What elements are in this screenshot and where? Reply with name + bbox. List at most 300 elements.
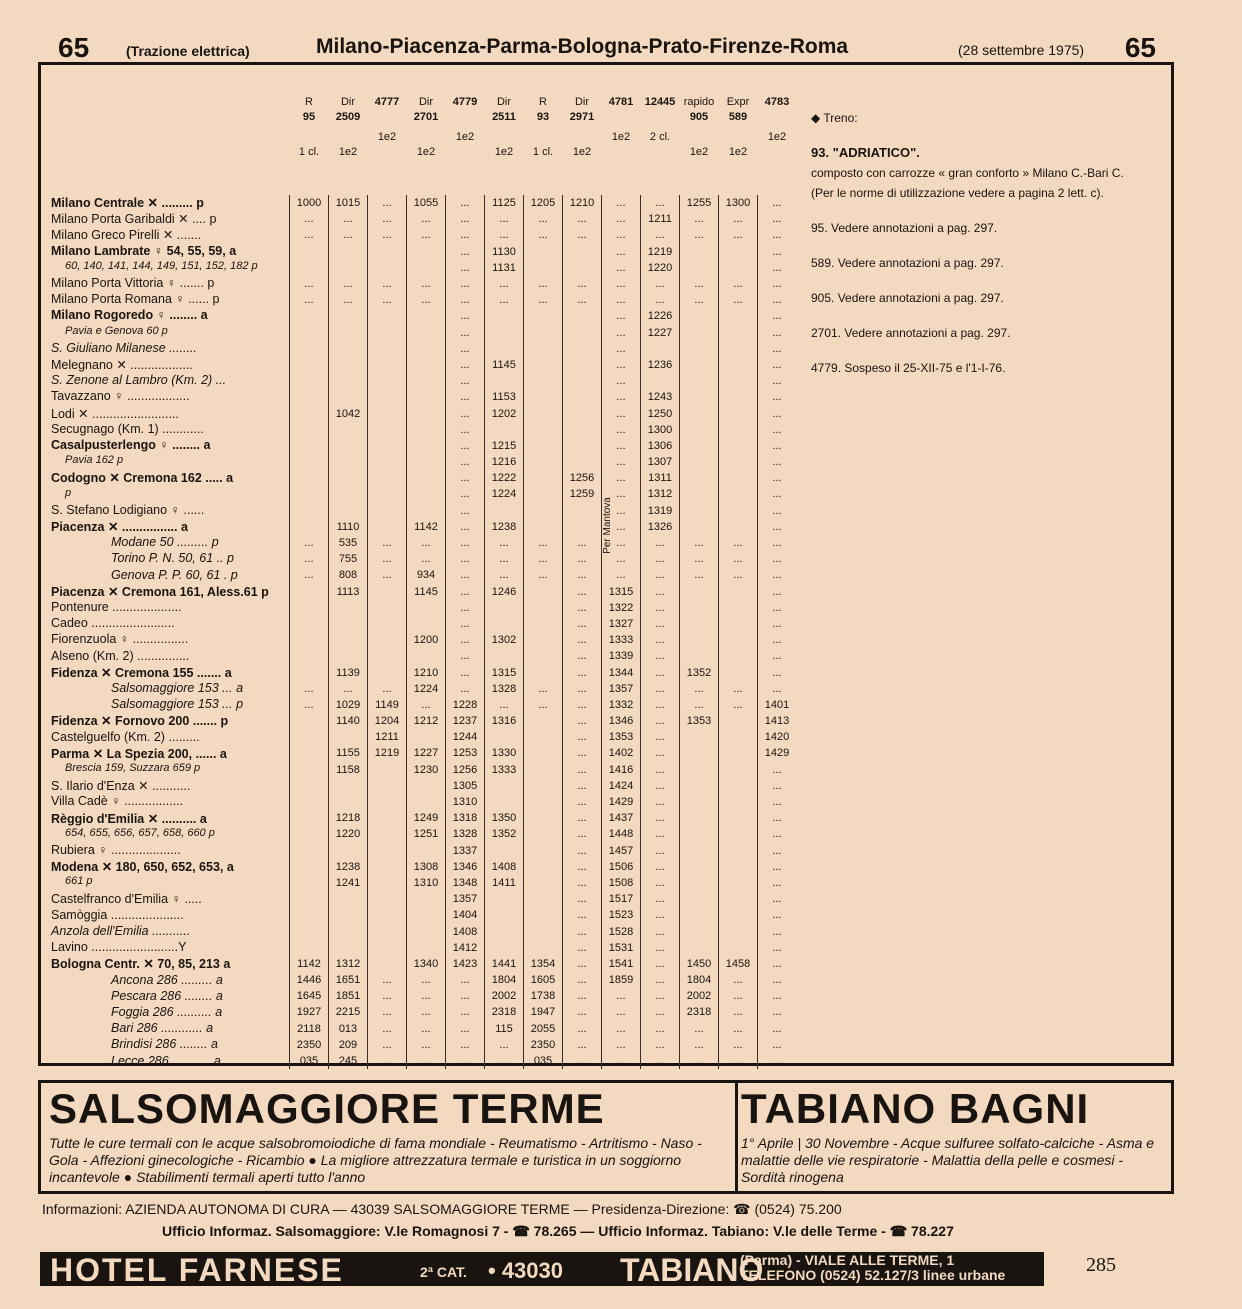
- time-cell: [524, 891, 563, 907]
- station-name: Secugnago (Km. 1) ............: [51, 421, 204, 436]
- time-cell: ...: [446, 486, 485, 502]
- time-cell: ...: [446, 325, 485, 341]
- train-class: 1e2: [572, 146, 592, 158]
- time-cell: 1947: [524, 1004, 563, 1020]
- time-cell: 1140: [329, 713, 368, 729]
- time-cell: 1205: [524, 195, 563, 211]
- time-cell: 1256: [563, 470, 602, 486]
- time-cell: [368, 891, 407, 907]
- time-cell: 1437: [602, 810, 641, 826]
- time-cell: [368, 405, 407, 421]
- time-cell: ...: [563, 778, 602, 794]
- time-cell: [329, 923, 368, 939]
- time-cell: 1218: [329, 810, 368, 826]
- time-cell: ...: [641, 535, 680, 551]
- time-cell: [368, 843, 407, 859]
- time-cell: [563, 519, 602, 535]
- time-cell: ...: [368, 211, 407, 227]
- time-cell: [290, 859, 329, 875]
- time-cell: 1220: [641, 260, 680, 276]
- time-cell: 535: [329, 535, 368, 551]
- time-cell: [407, 940, 446, 956]
- time-cell: 1420: [758, 729, 797, 745]
- time-cell: [719, 762, 758, 778]
- time-cell: [329, 907, 368, 923]
- time-cell: [680, 859, 719, 875]
- time-cell: ...: [446, 632, 485, 648]
- time-cell: [407, 923, 446, 939]
- time-cell: ...: [446, 405, 485, 421]
- time-cell: ...: [758, 470, 797, 486]
- time-cell: [680, 778, 719, 794]
- time-cell: ...: [719, 697, 758, 713]
- time-cell: [368, 519, 407, 535]
- time-cell: [563, 325, 602, 341]
- station-name: Règgio d'Emilia ✕ .......... a: [51, 811, 207, 826]
- time-cell: 1125: [485, 195, 524, 211]
- train-category: Dir: [574, 96, 590, 108]
- station-name: Foggia 286 .......... a: [111, 1005, 223, 1019]
- time-cell: ...: [563, 956, 602, 972]
- table-row: [290, 535, 797, 551]
- time-cell: [719, 584, 758, 600]
- time-cell: [680, 794, 719, 810]
- time-cell: [563, 454, 602, 470]
- station-name: Milano Rogoredo ♀ ........ a: [51, 308, 208, 323]
- time-cell: ...: [485, 567, 524, 583]
- time-cell: ...: [407, 211, 446, 227]
- time-cell: ...: [563, 227, 602, 243]
- time-cell: ...: [758, 1021, 797, 1037]
- time-cell: [329, 632, 368, 648]
- time-cell: ...: [446, 1037, 485, 1053]
- time-cell: ...: [719, 535, 758, 551]
- time-cell: [524, 584, 563, 600]
- station-name: Codogno ✕ Cremona 162 ..... a: [51, 471, 234, 486]
- time-cell: ...: [446, 600, 485, 616]
- time-cell: 1155: [329, 745, 368, 761]
- station-name: Ancona 286 ......... a: [111, 972, 223, 987]
- note-4779: 4779. Sospeso il 25-XII-75 e l'1-I-76.: [811, 361, 1006, 375]
- time-cell: 1441: [485, 956, 524, 972]
- time-cell: [368, 940, 407, 956]
- station-name: Rubiera ♀ ....................: [51, 843, 181, 857]
- train-class: 1e2: [689, 146, 709, 158]
- time-cell: 1246: [485, 584, 524, 600]
- table-row: [290, 486, 797, 502]
- train-number: 2509: [335, 111, 361, 123]
- time-cell: [719, 244, 758, 260]
- station-name: Modane 50 ......... p: [111, 535, 219, 550]
- station-name: Alseno (Km. 2) ...............: [51, 648, 190, 663]
- time-cell: [407, 405, 446, 421]
- time-cell: ...: [680, 1037, 719, 1053]
- time-cell: ...: [719, 1053, 758, 1069]
- time-cell: [524, 519, 563, 535]
- time-cell: 1149: [368, 697, 407, 713]
- time-cell: 1353: [680, 713, 719, 729]
- time-cell: [680, 373, 719, 389]
- time-cell: [524, 875, 563, 891]
- time-cell: 1255: [680, 195, 719, 211]
- time-cell: [680, 357, 719, 373]
- time-cell: [290, 405, 329, 421]
- time-cell: 1302: [485, 632, 524, 648]
- time-cell: ...: [329, 227, 368, 243]
- time-cell: [329, 940, 368, 956]
- table-row: [290, 357, 797, 373]
- time-cell: [329, 600, 368, 616]
- time-cell: [290, 584, 329, 600]
- station-name: Salsomaggiore 153 ... p: [111, 697, 244, 712]
- time-cell: [290, 907, 329, 923]
- time-cell: ...: [641, 843, 680, 859]
- time-cell: 1256: [446, 762, 485, 778]
- station-name: Fidenza ✕ Cremona 155 ....... a: [51, 665, 232, 680]
- time-cell: [524, 923, 563, 939]
- time-cell: ...: [758, 357, 797, 373]
- station-name: Pavia e Genova 60 p: [65, 324, 168, 337]
- train-header: [445, 95, 485, 145]
- station-name: Anzola dell'Emilia ...........: [51, 924, 191, 938]
- time-cell: [680, 875, 719, 891]
- time-cell: ...: [563, 907, 602, 923]
- train-number: 2511: [492, 111, 516, 123]
- time-cell: [290, 454, 329, 470]
- time-cell: ...: [758, 438, 797, 454]
- time-cell: [485, 373, 524, 389]
- time-cell: ...: [758, 535, 797, 551]
- time-cell: [368, 907, 407, 923]
- time-cell: 1645: [290, 988, 329, 1004]
- time-cell: [407, 325, 446, 341]
- time-cell: ...: [368, 1037, 407, 1053]
- train-class: 1e2: [611, 131, 631, 143]
- time-cell: ...: [329, 292, 368, 308]
- time-cell: 1429: [602, 794, 641, 810]
- time-cell: ...: [524, 276, 563, 292]
- time-cell: ...: [485, 551, 524, 567]
- station-name: Milano Lambrate ♀ 54, 55, 59, a: [51, 243, 237, 258]
- table-row: [290, 260, 797, 276]
- time-cell: 1307: [641, 454, 680, 470]
- time-cell: ...: [407, 1037, 446, 1053]
- time-cell: 1145: [407, 584, 446, 600]
- time-cell: ...: [368, 551, 407, 567]
- time-cell: ...: [602, 292, 641, 308]
- time-cell: [641, 373, 680, 389]
- table-row: [290, 292, 797, 308]
- time-cell: [290, 794, 329, 810]
- note-95: 95. Vedere annotazioni a pag. 297.: [811, 221, 998, 235]
- time-cell: ...: [602, 454, 641, 470]
- tabiano-title: TABIANO BAGNI: [741, 1085, 1090, 1132]
- time-cell: 1251: [407, 826, 446, 842]
- time-cell: ...: [563, 1037, 602, 1053]
- time-cell: [407, 648, 446, 664]
- train-header: [523, 95, 563, 160]
- time-cell: [329, 260, 368, 276]
- time-cell: [719, 422, 758, 438]
- time-cell: ...: [758, 891, 797, 907]
- time-cell: [524, 826, 563, 842]
- time-cell: [485, 422, 524, 438]
- time-cell: 1402: [602, 745, 641, 761]
- station-name: Pontenure ....................: [51, 600, 182, 614]
- time-cell: ...: [563, 745, 602, 761]
- time-cell: [368, 584, 407, 600]
- table-row: [290, 875, 797, 891]
- table-row: [290, 907, 797, 923]
- time-cell: 1508: [602, 875, 641, 891]
- time-cell: [407, 600, 446, 616]
- train-number: 589: [728, 111, 748, 123]
- time-cell: ...: [368, 535, 407, 551]
- time-cell: ...: [719, 567, 758, 583]
- time-cell: 2215: [329, 1004, 368, 1020]
- train-header: [679, 95, 719, 160]
- time-cell: [719, 907, 758, 923]
- table-row: [290, 1004, 797, 1020]
- time-cell: ...: [485, 227, 524, 243]
- time-cell: [329, 486, 368, 502]
- time-cell: [680, 519, 719, 535]
- time-cell: [680, 325, 719, 341]
- table-row: [290, 438, 797, 454]
- time-cell: ...: [446, 292, 485, 308]
- time-cell: ...: [758, 260, 797, 276]
- time-cell: 1408: [485, 859, 524, 875]
- time-cell: [524, 616, 563, 632]
- time-cell: 1350: [485, 810, 524, 826]
- time-cell: ...: [719, 292, 758, 308]
- time-cell: ...: [563, 729, 602, 745]
- time-cell: [680, 308, 719, 324]
- time-cell: ...: [758, 325, 797, 341]
- notes-intro: ◆ Treno:: [811, 111, 858, 125]
- time-cell: ...: [758, 567, 797, 583]
- table-row: [290, 308, 797, 324]
- time-cell: 1531: [602, 940, 641, 956]
- time-cell: 1249: [407, 810, 446, 826]
- time-cell: ...: [524, 227, 563, 243]
- time-cell: ...: [446, 535, 485, 551]
- time-cell: ...: [641, 227, 680, 243]
- page-number-right: 65: [1124, 32, 1156, 63]
- time-cell: ...: [758, 405, 797, 421]
- time-cell: [719, 923, 758, 939]
- station-name: S. Ilario d'Enza ✕ ...........: [51, 779, 191, 794]
- train-number: 93: [536, 111, 550, 123]
- header-date: (28 settembre 1975): [958, 42, 1085, 58]
- station-name: Pescara 286 ........ a: [111, 988, 223, 1003]
- station-name: Milano Porta Romana ♀ ...... p: [51, 292, 220, 307]
- time-cell: ...: [446, 648, 485, 664]
- time-cell: 1541: [602, 956, 641, 972]
- time-cell: 1224: [407, 681, 446, 697]
- salsomaggiore-text: Tutte le cure termali con le acque salsobromoiodiche di fama mondiale - Reumatismo - Artritismo - Naso - Gola - Affezioni ginecologiche - Ricambio ● La migliore attrezzatura termale e turistica in un soggiorno incantevole ● Stabilimenti termali aperti tutto l'anno: [49, 1135, 702, 1185]
- time-cell: [719, 778, 758, 794]
- time-cell: [290, 470, 329, 486]
- time-cell: [485, 907, 524, 923]
- time-cell: ...: [641, 729, 680, 745]
- time-cell: ...: [641, 778, 680, 794]
- time-cell: [329, 648, 368, 664]
- time-cell: ...: [446, 1004, 485, 1020]
- time-cell: ...: [485, 535, 524, 551]
- time-cell: [290, 843, 329, 859]
- time-cell: ...: [680, 211, 719, 227]
- time-cell: 1651: [329, 972, 368, 988]
- time-cell: [368, 486, 407, 502]
- time-cell: [290, 438, 329, 454]
- hotel-cap: • 43030: [488, 1258, 563, 1283]
- time-cell: 1322: [602, 600, 641, 616]
- time-cell: 1927: [290, 1004, 329, 1020]
- station-name: S. Stefano Lodigiano ♀ ......: [51, 502, 205, 517]
- station-name: Milano Centrale ✕ ......... p: [51, 196, 204, 210]
- time-cell: [719, 632, 758, 648]
- time-cell: ...: [446, 389, 485, 405]
- time-cell: ...: [446, 260, 485, 276]
- hotel-name: HOTEL FARNESE: [50, 1252, 344, 1288]
- time-cell: ...: [446, 422, 485, 438]
- time-cell: [329, 357, 368, 373]
- time-cell: [485, 729, 524, 745]
- time-cell: [368, 503, 407, 519]
- table-row: [290, 1053, 797, 1069]
- table-row: [290, 891, 797, 907]
- time-cell: 1131: [485, 260, 524, 276]
- time-cell: [368, 632, 407, 648]
- table-row: [290, 713, 797, 729]
- time-cell: 1130: [485, 244, 524, 260]
- train-header: [601, 95, 641, 145]
- time-cell: ...: [602, 567, 641, 583]
- train-header: [757, 95, 797, 145]
- time-cell: 1318: [446, 810, 485, 826]
- time-cell: [290, 244, 329, 260]
- time-cell: [407, 389, 446, 405]
- time-cell: 1200: [407, 632, 446, 648]
- station-name: Piacenza ✕ Cremona 161, Aless.61 p: [51, 584, 269, 599]
- time-cell: ...: [641, 600, 680, 616]
- time-cell: ...: [524, 292, 563, 308]
- time-cell: [524, 940, 563, 956]
- time-cell: ...: [407, 972, 446, 988]
- time-cell: [680, 341, 719, 357]
- time-cell: [329, 308, 368, 324]
- time-cell: [524, 664, 563, 680]
- time-cell: 1237: [446, 713, 485, 729]
- ad-divider: [735, 1083, 738, 1191]
- time-cell: [641, 341, 680, 357]
- time-cell: [329, 794, 368, 810]
- train-header: [328, 95, 368, 160]
- time-cell: [368, 762, 407, 778]
- time-cell: [719, 341, 758, 357]
- time-cell: ...: [602, 211, 641, 227]
- time-cell: [719, 260, 758, 276]
- time-cell: ...: [563, 697, 602, 713]
- time-cell: ...: [719, 1021, 758, 1037]
- time-cell: [407, 357, 446, 373]
- time-cell: 1346: [446, 859, 485, 875]
- time-cell: 1337: [446, 843, 485, 859]
- table-row: [290, 503, 797, 519]
- info-lines: [42, 1198, 1174, 1242]
- time-cell: ...: [719, 972, 758, 988]
- time-cell: [407, 486, 446, 502]
- time-cell: ...: [758, 826, 797, 842]
- time-cell: [368, 308, 407, 324]
- time-cell: 1311: [641, 470, 680, 486]
- time-cell: [290, 600, 329, 616]
- time-cell: ...: [446, 470, 485, 486]
- time-cell: ...: [641, 1021, 680, 1037]
- time-cell: ...: [680, 681, 719, 697]
- time-cell: ...: [290, 276, 329, 292]
- time-cell: ...: [368, 276, 407, 292]
- time-cell: 2350: [290, 1037, 329, 1053]
- station-name: Pavia 162 p: [65, 454, 124, 467]
- station-name: Tavazzano ♀ ..................: [51, 389, 190, 404]
- time-cell: 1142: [407, 519, 446, 535]
- time-cell: [680, 826, 719, 842]
- time-cell: ...: [407, 1004, 446, 1020]
- time-cell: 1413: [758, 713, 797, 729]
- time-cell: 1228: [446, 697, 485, 713]
- time-cell: ...: [563, 211, 602, 227]
- time-cell: ...: [485, 1037, 524, 1053]
- time-cell: [368, 422, 407, 438]
- time-cell: [680, 729, 719, 745]
- time-cell: 1055: [407, 195, 446, 211]
- train-header: [640, 95, 680, 145]
- time-cell: ...: [407, 227, 446, 243]
- station-name: Fidenza ✕ Fornovo 200 ....... p: [51, 714, 229, 729]
- table-row: [290, 778, 797, 794]
- time-cell: ...: [641, 616, 680, 632]
- time-cell: 1222: [485, 470, 524, 486]
- time-cell: ...: [602, 503, 641, 519]
- time-cell: [290, 519, 329, 535]
- time-cell: [290, 632, 329, 648]
- time-cell: [329, 438, 368, 454]
- train-number: 12445: [644, 96, 676, 108]
- time-cell: ...: [407, 988, 446, 1004]
- time-cell: 1357: [446, 891, 485, 907]
- time-cell: ...: [407, 551, 446, 567]
- time-cell: ...: [446, 211, 485, 227]
- time-cell: ...: [602, 1053, 641, 1069]
- time-cell: ...: [641, 875, 680, 891]
- time-cell: ...: [368, 1053, 407, 1069]
- time-cell: [368, 341, 407, 357]
- time-cell: ...: [602, 308, 641, 324]
- station-name: Melegnano ✕ ..................: [51, 358, 193, 372]
- time-cell: [290, 325, 329, 341]
- time-cell: [563, 308, 602, 324]
- time-cell: 1029: [329, 697, 368, 713]
- time-cell: 2118: [290, 1021, 329, 1037]
- table-row: [290, 729, 797, 745]
- table-row: [290, 1021, 797, 1037]
- time-cell: [329, 341, 368, 357]
- time-cell: [524, 260, 563, 276]
- time-cell: 1227: [407, 745, 446, 761]
- time-cell: [524, 778, 563, 794]
